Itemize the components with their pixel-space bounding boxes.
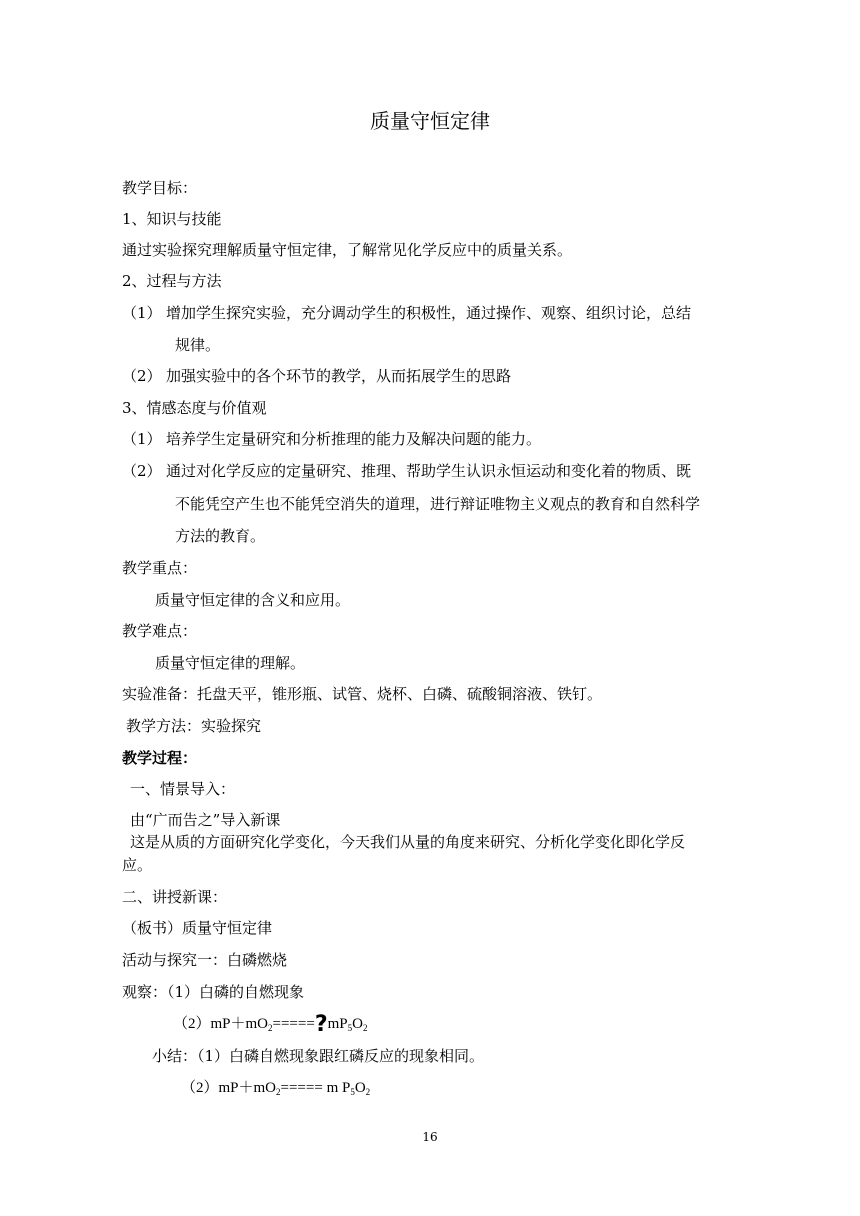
preparation-text: 实验准备：托盘天平，锥形瓶、试管、烧杯、白磷、硫酸铜溶液、铁钉。 [122, 685, 603, 703]
section-1-heading: 1、知识与技能 [122, 210, 222, 228]
page-number: 16 [422, 1130, 438, 1144]
intro-line-2: 这是从质的方面研究化学变化，今天我们从量的角度来研究、分析化学变化即化学反 [130, 833, 686, 851]
goals-heading: 教学目标： [122, 179, 198, 197]
summary-1: 小结：（1）白磷自燃现象跟红磷反应的现象相同。 [152, 1047, 485, 1065]
list-item [122, 461, 691, 481]
subscript: 5 [350, 1087, 355, 1097]
list-text: 培养学生定量研究和分析推理的能力及解决问题的能力。 [166, 430, 542, 448]
equation-arrow: ===== [272, 1016, 315, 1032]
list-text-continued: 规律。 [175, 336, 221, 354]
activity-title: 活动与探究一：白磷燃烧 [122, 951, 288, 969]
difficulty-text: 质量守恒定律的理解。 [155, 654, 306, 672]
intro-heading: 一、情景导入： [130, 780, 236, 798]
equation-text: O [354, 1080, 366, 1096]
subscript: 2 [268, 1023, 273, 1033]
intro-line-1: 由“广而告之”导入新课 [130, 811, 281, 829]
document-title: 质量守恒定律 [370, 109, 490, 133]
section-1-text: 通过实验探究理解质量守恒定律，了解常见化学反应中的质量关系。 [122, 241, 573, 259]
list-item [122, 429, 541, 449]
board-note: （板书）质量守恒定律 [122, 919, 273, 937]
key-points-heading: 教学重点： [122, 559, 198, 577]
list-number: （1） [122, 430, 162, 448]
list-text: 加强实验中的各个环节的教学，从而拓展学生的思路 [166, 367, 512, 385]
section-2-heading: 2、过程与方法 [122, 272, 222, 290]
list-text: 通过对化学反应的定量研究、推理、帮助学生认识永恒运动和变化着的物质、既 [166, 462, 692, 480]
equation-text: mP [327, 1016, 348, 1032]
intro-line-2-continued: 应。 [122, 856, 153, 874]
lecture-heading: 二、讲授新课： [122, 888, 228, 906]
section-3-heading: 3、情感态度与价值观 [122, 399, 267, 417]
subscript: 2 [276, 1087, 281, 1097]
list-text: 增加学生探究实验，充分调动学生的积极性，通过操作、观察、组织讨论，总结 [166, 304, 692, 322]
subscript: 2 [362, 1023, 368, 1033]
process-heading: 教学过程： [122, 749, 198, 767]
list-number: （2） [122, 462, 162, 480]
equation-1 [173, 1014, 367, 1038]
key-points-text: 质量守恒定律的含义和应用。 [155, 591, 351, 609]
method-text: 教学方法：实验探究 [126, 717, 262, 735]
equation-text: O [352, 1016, 363, 1032]
list-item [122, 303, 691, 323]
difficulty-heading: 教学难点： [122, 622, 198, 640]
observation-1: 观察：（1）白磷的自燃现象 [122, 983, 305, 1001]
equation-text: （2）mP＋mO [173, 1016, 269, 1032]
equation-text: （2）mP＋mO [181, 1080, 277, 1096]
list-text-continued: 方法的教育。 [175, 527, 266, 545]
list-text-continued: 不能凭空产生也不能凭空消失的道理，进行辩证唯物主义观点的教育和自然科学 [175, 495, 701, 513]
question-mark: ? [314, 1012, 328, 1037]
equation-arrow: ===== m P [280, 1080, 351, 1096]
list-item [122, 366, 511, 386]
equation-2 [181, 1078, 370, 1102]
subscript: 2 [365, 1087, 371, 1097]
list-number: （2） [122, 367, 162, 385]
list-number: （1） [122, 304, 162, 322]
subscript: 5 [347, 1023, 353, 1033]
